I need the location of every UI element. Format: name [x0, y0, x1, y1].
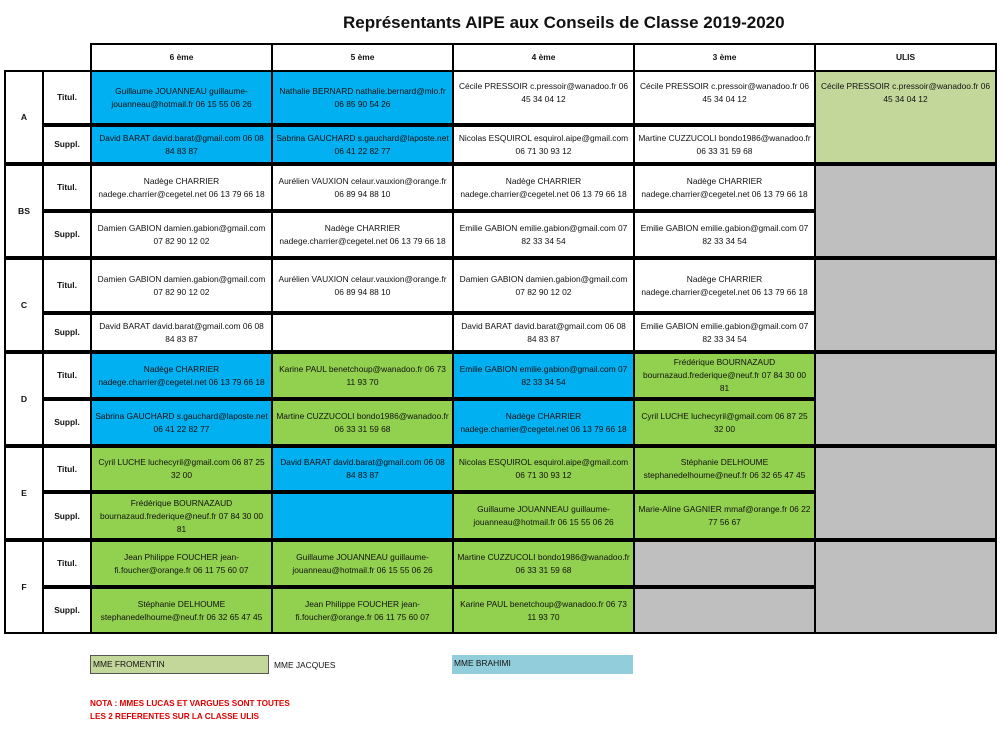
titul-label: Titul.	[42, 164, 92, 211]
cell-c-6eme-titul: Damien GABION damien.gabion@gmail.com 07 82 90 12 02	[90, 258, 273, 313]
legend-item-jacques: MME JACQUES	[274, 660, 336, 670]
cell-bs-4eme-suppl: Emilie GABION emilie.gabion@gmail.com 07 82 33 34 54	[452, 211, 635, 258]
cell-bs-4eme-titul: Nadège CHARRIER nadege.charrier@cegetel.net 06 13 79 66 18	[452, 164, 635, 211]
cell-e-5eme-titul: David BARAT david.barat@gmail.com 06 08 84 83 87	[271, 446, 454, 492]
column-header-3eme: 3 ème	[633, 43, 816, 72]
suppl-label: Suppl.	[42, 399, 92, 446]
cell-a-4eme-titul: Cécile PRESSOIR c.pressoir@wanadoo.fr 06 45 34 04 12	[452, 70, 635, 125]
column-header-6eme: 6 ème	[90, 43, 273, 72]
titul-label: Titul.	[42, 540, 92, 587]
column-header-4eme: 4 ème	[452, 43, 635, 72]
legend-item-fromentin: MME FROMENTIN	[90, 655, 269, 674]
cell-d-5eme-suppl: Martine CUZZUCOLI bondo1986@wanadoo.fr 06 33 31 59 68	[271, 399, 454, 446]
cell-bs-5eme-suppl: Nadège CHARRIER nadege.charrier@cegetel.net 06 13 79 66 18	[271, 211, 454, 258]
legend-item-brahimi: MME BRAHIMI	[452, 655, 633, 674]
cell-bs-ulis	[814, 164, 997, 258]
suppl-label: Suppl.	[42, 587, 92, 634]
cell-f-4eme-titul: Martine CUZZUCOLI bondo1986@wanadoo.fr 06 33 31 59 68	[452, 540, 635, 587]
page-title: Représentants AIPE aux Conseils de Classe 2019-2020	[343, 13, 785, 32]
cell-d-3eme-titul: Frédérique BOURNAZAUD bournazaud.frederique@neuf.fr 07 84 30 00 81	[633, 352, 816, 399]
cell-d-4eme-suppl: Nadège CHARRIER nadege.charrier@cegetel.net 06 13 79 66 18	[452, 399, 635, 446]
cell-bs-6eme-titul: Nadège CHARRIER nadege.charrier@cegetel.net 06 13 79 66 18	[90, 164, 273, 211]
cell-f-6eme-suppl: Stéphanie DELHOUME stephanedelhoume@neuf.fr 06 32 65 47 45	[90, 587, 273, 634]
cell-e-3eme-suppl: Marie-Aline GAGNIER mmaf@orange.fr 06 22 77 56 67	[633, 492, 816, 540]
cell-e-6eme-titul: Cyril LUCHE luchecyril@gmail.com 06 87 25 32 00	[90, 446, 273, 492]
cell-bs-3eme-titul: Nadège CHARRIER nadege.charrier@cegetel.net 06 13 79 66 18	[633, 164, 816, 211]
cell-f-ulis	[814, 540, 997, 634]
suppl-label: Suppl.	[42, 492, 92, 540]
class-label-f: F	[4, 540, 44, 634]
cell-c-5eme-suppl	[271, 313, 454, 352]
cell-d-ulis	[814, 352, 997, 446]
titul-label: Titul.	[42, 352, 92, 399]
cell-a-4eme-suppl: Nicolas ESQUIROL esquirol.aipe@gmail.com 06 71 30 93 12	[452, 125, 635, 164]
cell-a-6eme-suppl: David BARAT david.barat@gmail.com 06 08 84 83 87	[90, 125, 273, 164]
cell-a-5eme-suppl: Sabrina GAUCHARD s.gauchard@laposte.net 06 41 22 82 77	[271, 125, 454, 164]
cell-e-5eme-suppl	[271, 492, 454, 540]
cell-f-3eme-titul	[633, 540, 816, 587]
class-label-d: D	[4, 352, 44, 446]
cell-d-3eme-suppl: Cyril LUCHE luchecyril@gmail.com 06 87 25 32 00	[633, 399, 816, 446]
cell-c-3eme-suppl: Emilie GABION emilie.gabion@gmail.com 07 82 33 34 54	[633, 313, 816, 352]
cell-c-6eme-suppl: David BARAT david.barat@gmail.com 06 08 84 83 87	[90, 313, 273, 352]
cell-e-4eme-titul: Nicolas ESQUIROL esquirol.aipe@gmail.com 06 71 30 93 12	[452, 446, 635, 492]
cell-d-4eme-titul: Emilie GABION emilie.gabion@gmail.com 07 82 33 34 54	[452, 352, 635, 399]
cell-a-3eme-titul: Cécile PRESSOIR c.pressoir@wanadoo.fr 06 45 34 04 12	[633, 70, 816, 125]
class-label-c: C	[4, 258, 44, 352]
suppl-label: Suppl.	[42, 125, 92, 164]
column-header-5eme: 5 ème	[271, 43, 454, 72]
cell-c-ulis	[814, 258, 997, 352]
cell-a-3eme-suppl: Martine CUZZUCOLI bondo1986@wanadoo.fr 06 33 31 59 68	[633, 125, 816, 164]
cell-a-5eme-titul: Nathalie BERNARD nathalie.bernard@mlo.fr 06 85 90 54 26	[271, 70, 454, 125]
cell-c-4eme-titul: Damien GABION damien.gabion@gmail.com 07 82 90 12 02	[452, 258, 635, 313]
column-header-ulis: ULIS	[814, 43, 997, 72]
cell-c-5eme-titul: Aurélien VAUXION celaur.vauxion@orange.fr 06 89 94 88 10	[271, 258, 454, 313]
suppl-label: Suppl.	[42, 211, 92, 258]
cell-f-5eme-titul: Guillaume JOUANNEAU guillaume-jouanneau@hotmail.fr 06 15 55 06 26	[271, 540, 454, 587]
cell-d-5eme-titul: Karine PAUL benetchoup@wanadoo.fr 06 73 11 93 70	[271, 352, 454, 399]
cell-f-4eme-suppl: Karine PAUL benetchoup@wanadoo.fr 06 73 11 93 70	[452, 587, 635, 634]
cell-f-5eme-suppl: Jean Philippe FOUCHER jean-fi.foucher@orange.fr 06 11 75 60 07	[271, 587, 454, 634]
cell-d-6eme-suppl: Sabrina GAUCHARD s.gauchard@laposte.net 06 41 22 82 77	[90, 399, 273, 446]
class-label-e: E	[4, 446, 44, 540]
cell-e-6eme-suppl: Frédérique BOURNAZAUD bournazaud.frederique@neuf.fr 07 84 30 00 81	[90, 492, 273, 540]
titul-label: Titul.	[42, 258, 92, 313]
cell-a-6eme-titul: Guillaume JOUANNEAU guillaume-jouanneau@hotmail.fr 06 15 55 06 26	[90, 70, 273, 125]
ulis-note: NOTA : MMES LUCAS ET VARGUES SONT TOUTES LES 2 REFERENTES SUR LA CLASSE ULIS	[90, 699, 290, 721]
cell-e-3eme-titul: Stéphanie DELHOUME stephanedelhoume@neuf.fr 06 32 65 47 45	[633, 446, 816, 492]
cell-c-3eme-titul: Nadège CHARRIER nadege.charrier@cegetel.net 06 13 79 66 18	[633, 258, 816, 313]
titul-label: Titul.	[42, 446, 92, 492]
suppl-label: Suppl.	[42, 313, 92, 352]
cell-d-6eme-titul: Nadège CHARRIER nadege.charrier@cegetel.net 06 13 79 66 18	[90, 352, 273, 399]
cell-f-6eme-titul: Jean Philippe FOUCHER jean-fi.foucher@orange.fr 06 11 75 60 07	[90, 540, 273, 587]
cell-a-ulis: Cécile PRESSOIR c.pressoir@wanadoo.fr 06 45 34 04 12	[814, 70, 997, 164]
titul-label: Titul.	[42, 70, 92, 125]
cell-f-3eme-suppl	[633, 587, 816, 634]
cell-bs-6eme-suppl: Damien GABION damien.gabion@gmail.com 07 82 90 12 02	[90, 211, 273, 258]
cell-bs-3eme-suppl: Emilie GABION emilie.gabion@gmail.com 07 82 33 34 54	[633, 211, 816, 258]
class-label-bs: BS	[4, 164, 44, 258]
class-label-a: A	[4, 70, 44, 164]
cell-e-ulis	[814, 446, 997, 540]
cell-c-4eme-suppl: David BARAT david.barat@gmail.com 06 08 84 83 87	[452, 313, 635, 352]
cell-e-4eme-suppl: Guillaume JOUANNEAU guillaume-jouanneau@hotmail.fr 06 15 55 06 26	[452, 492, 635, 540]
cell-bs-5eme-titul: Aurélien VAUXION celaur.vauxion@orange.fr 06 89 94 88 10	[271, 164, 454, 211]
